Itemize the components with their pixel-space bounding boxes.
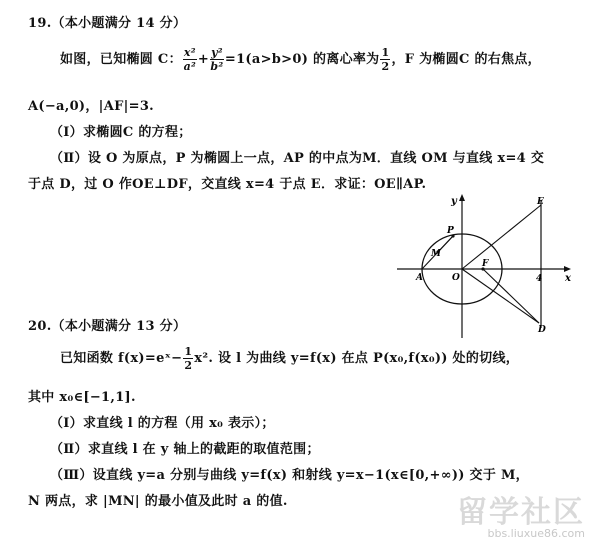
line1-before: 已知函数 f(x)=eˣ−	[60, 351, 183, 366]
intro-after: ，F 为椭圆C 的右焦点，	[391, 52, 541, 67]
label-e: E	[537, 197, 544, 207]
problem-20-line1	[60, 346, 519, 371]
problem-19-part2-line2: 于点 D，过 O 作OE⊥DF，交直线 x=4 于点 E．求证：OE∥AP.	[28, 177, 427, 192]
problem-19-intro	[60, 47, 541, 72]
label-y: y	[451, 196, 457, 207]
label-4: 4	[536, 274, 543, 284]
plus-sign: +	[197, 52, 210, 67]
fraction-x: $\frac{\text{x²}}{\text{a²}}$	[183, 46, 197, 73]
label-a: A	[416, 273, 423, 283]
problem-20-part2: （Ⅱ）求直线 l 在 y 轴上的截距的取值范围；	[50, 442, 320, 457]
label-f: F	[482, 259, 489, 269]
label-o: O	[452, 273, 460, 283]
label-x: x	[565, 273, 571, 284]
ellipse-figure	[395, 192, 575, 340]
label-p: P	[447, 226, 454, 236]
problem-19-part2-line1: （Ⅱ）设 O 为原点，P 为椭圆上一点，AP 的中点为M．直线 OM 与直线 x=4 交	[50, 151, 545, 166]
segment-df	[483, 269, 539, 323]
problem-19-part1: （Ⅰ）求椭圆C 的方程；	[50, 125, 192, 140]
watermark	[457, 487, 585, 540]
problem-20-part3-line2: N 两点，求 |MN| 的最小值及此时 a 的值.	[28, 494, 288, 509]
label-d: D	[538, 325, 546, 335]
watermark-url: bbs.liuxue86.com	[487, 527, 585, 540]
problem-19-header: 19.（本小题满分 14 分）	[28, 16, 187, 31]
y-axis-arrow	[459, 194, 465, 201]
x-axis-arrow	[564, 266, 571, 272]
problem-20-line2: 其中 x₀∈[−1,1].	[28, 390, 136, 405]
problem-20-header: 20.（本小题满分 13 分）	[28, 319, 187, 334]
problem-20-part3-line1: （Ⅲ）设直线 y=a 分别与曲线 y=f(x) 和射线 y=x−1(x∈[0,+∞)) 交于 M，	[50, 468, 529, 483]
problem-20-part1: （Ⅰ）求直线 l 的方程（用 x₀ 表示）；	[50, 416, 275, 431]
watermark-logo-text: 留学社区	[457, 495, 585, 530]
line1-after: x². 设 l 为曲线 y=f(x) 在点 P(x₀,f(x₀)) 处的切线，	[194, 351, 520, 366]
problem-19-line2: A(−a,0)，|AF|=3.	[28, 99, 155, 114]
label-m: M	[431, 249, 441, 259]
intro-before: 如图，已知椭圆 C：	[60, 52, 182, 67]
fraction-half: $\frac{1}{2}$	[381, 46, 390, 73]
fraction-y: $\frac{\text{y²}}{\text{b²}}$	[210, 46, 224, 73]
segment-oe	[462, 205, 541, 269]
intro-mid: =1(a>b>0) 的离心率为	[224, 52, 380, 67]
fraction-half-20: $\frac{1}{2}$	[184, 345, 193, 372]
